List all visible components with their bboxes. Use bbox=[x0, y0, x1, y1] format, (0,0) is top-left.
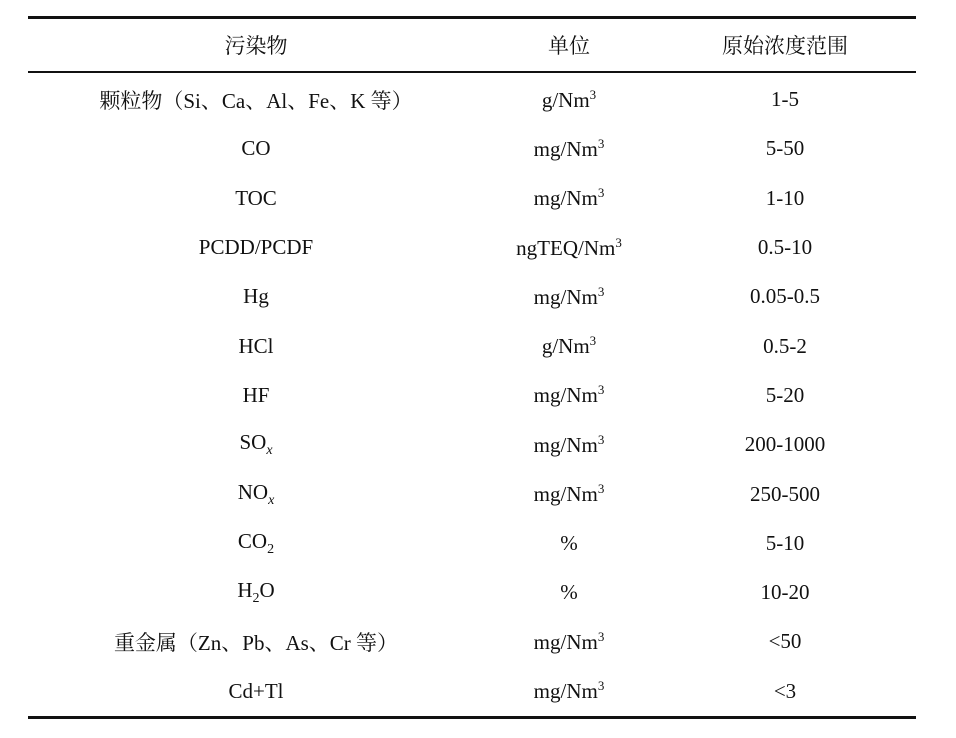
unit-cell: mg/Nm$^3$ bbox=[533, 678, 605, 704]
range-cell: 0.05-0.5 bbox=[750, 284, 820, 309]
range-cell: 0.5-2 bbox=[763, 333, 807, 358]
pollutant-cell: Hg bbox=[243, 284, 269, 309]
pollutant-cell: TOC bbox=[235, 185, 277, 210]
range-cell: <3 bbox=[773, 678, 797, 703]
unit-cell: mg/Nm$^3$ bbox=[533, 628, 605, 654]
pollutant-cell: 重金属（Zn、Pb、As、Cr 等） bbox=[113, 630, 399, 655]
pollutant-cell: HCl bbox=[238, 333, 274, 358]
pollutant-cell: $H_2O$ bbox=[237, 578, 275, 607]
bottom-rule bbox=[28, 716, 916, 719]
pollutant-cell: 颗粒物（Si、Ca、Al、Fe、K 等） bbox=[99, 88, 413, 113]
pollutant-cell: $NO_x$ bbox=[237, 479, 275, 508]
range-cell: 1-10 bbox=[765, 185, 805, 210]
unit-cell: % bbox=[560, 530, 578, 555]
range-cell: 10-20 bbox=[760, 580, 810, 605]
table-row bbox=[28, 568, 916, 617]
table-row bbox=[28, 667, 916, 716]
table-row bbox=[28, 174, 916, 223]
table-row bbox=[28, 617, 916, 666]
unit-cell: mg/Nm$^3$ bbox=[533, 481, 605, 507]
range-cell: 1-5 bbox=[771, 87, 799, 112]
table-row bbox=[28, 519, 916, 568]
range-cell: 5-10 bbox=[765, 530, 805, 555]
unit-cell: g/Nm$^3$ bbox=[541, 86, 597, 112]
range-cell: 0.5-10 bbox=[757, 235, 813, 260]
table-row bbox=[28, 75, 916, 124]
pollutant-cell: PCDD/PCDF bbox=[198, 235, 314, 260]
unit-cell: mg/Nm$^3$ bbox=[533, 185, 605, 211]
table-row bbox=[28, 124, 916, 173]
unit-cell: mg/Nm$^3$ bbox=[533, 135, 605, 161]
header-pollutant: 污染物 bbox=[224, 34, 288, 58]
range-cell: 5-20 bbox=[765, 382, 805, 407]
header-unit: 单位 bbox=[548, 34, 590, 58]
header-row bbox=[28, 19, 916, 71]
unit-cell: mg/Nm$^3$ bbox=[533, 382, 605, 408]
pollutant-cell: $CO_2$ bbox=[237, 528, 275, 557]
pollutant-cell: HF bbox=[242, 382, 270, 407]
header-range: 原始浓度范围 bbox=[722, 34, 848, 58]
unit-cell: mg/Nm$^3$ bbox=[533, 283, 605, 309]
unit-cell: mg/Nm$^3$ bbox=[533, 431, 605, 457]
table-row bbox=[28, 420, 916, 469]
pollutant-table bbox=[28, 16, 916, 719]
pollutant-cell: CO bbox=[241, 136, 271, 161]
unit-cell: g/Nm$^3$ bbox=[541, 333, 597, 359]
unit-cell: % bbox=[560, 580, 578, 605]
range-cell: 250-500 bbox=[750, 481, 820, 506]
unit-cell: ngTEQ/Nm$^3$ bbox=[516, 234, 622, 260]
table-row bbox=[28, 223, 916, 272]
range-cell: <50 bbox=[768, 629, 802, 654]
range-cell: 5-50 bbox=[765, 136, 805, 161]
table-row bbox=[28, 272, 916, 321]
table-row bbox=[28, 371, 916, 420]
pollutant-cell: $SO_x$ bbox=[239, 430, 273, 459]
table-row bbox=[28, 469, 916, 518]
range-cell: 200-1000 bbox=[744, 432, 826, 457]
table-row bbox=[28, 321, 916, 370]
table-body bbox=[28, 73, 916, 716]
pollutant-cell: Cd+Tl bbox=[228, 678, 284, 703]
